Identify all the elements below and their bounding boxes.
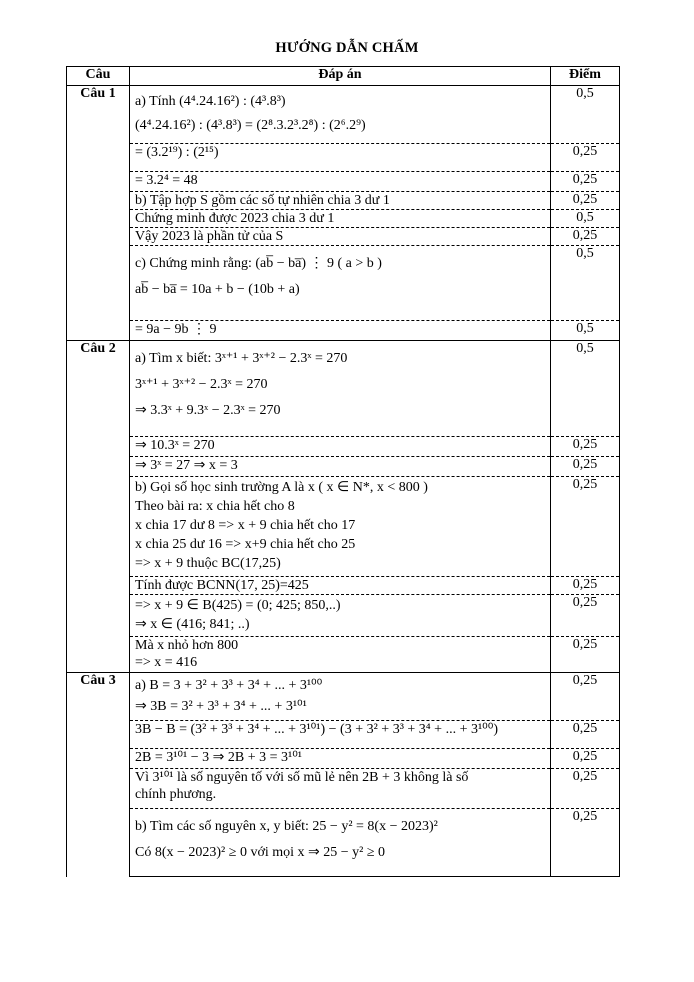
question-label: Câu 1 [67, 86, 130, 341]
answer-line: x chia 25 dư 16 => x+9 chia hết cho 25 [135, 537, 356, 552]
answer-line: ⇒ 3.3ˣ + 9.3ˣ − 2.3ˣ = 270 [135, 403, 281, 418]
score-cell: 0,25 [551, 437, 620, 457]
answer-line: a) B = 3 + 3² + 3³ + 3⁴ + ... + 3¹⁰⁰ [135, 678, 323, 693]
answer-cell [130, 321, 551, 341]
answer-cell [130, 457, 551, 477]
table-row [67, 457, 620, 477]
score-cell: 0,25 [551, 809, 620, 877]
table-row [67, 437, 620, 457]
answer-cell [130, 246, 551, 321]
answer-line: ⇒ 3ˣ = 27 ⇒ x = 3 [135, 458, 238, 473]
table-row [67, 341, 620, 437]
table-row [67, 749, 620, 769]
score-cell: 0,25 [551, 749, 620, 769]
score-cell: 0,5 [551, 321, 620, 341]
answer-line: Tính được BCNN(17, 25)=425 [135, 578, 309, 593]
answer-line: Vì 3¹⁰¹ là số nguyên tố với số mũ lẻ nên 2B + 3 không là số [135, 770, 469, 785]
score-cell: 0,25 [551, 673, 620, 721]
header-question: Câu [67, 67, 130, 86]
header-score: Điểm [551, 67, 620, 86]
table-row [67, 721, 620, 749]
header-answer: Đáp án [130, 67, 551, 86]
answer-cell [130, 673, 551, 721]
table-header-row [67, 67, 620, 86]
table-row [67, 210, 620, 228]
answer-cell [130, 437, 551, 457]
table-row [67, 246, 620, 321]
answer-cell [130, 192, 551, 210]
answer-cell [130, 721, 551, 749]
answer-line: = 9a − 9b ⋮ 9 [135, 322, 217, 337]
answer-line: => x + 9 ∈ B(425) = (0; 425; 850,..) [135, 598, 341, 613]
table-row [67, 577, 620, 595]
grading-table [66, 66, 620, 877]
answer-cell [130, 577, 551, 595]
question-label: Câu 3 [67, 673, 130, 877]
answer-line: b) Tập hợp S gồm các số tự nhiên chia 3 dư 1 [135, 193, 390, 208]
answer-line: Vậy 2023 là phần tử của S [135, 229, 284, 244]
answer-line: Chứng minh được 2023 chia 3 dư 1 [135, 211, 335, 226]
table-row [67, 192, 620, 210]
answer-line: Có 8(x − 2023)² ≥ 0 với mọi x ⇒ 25 − y² ≥ 0 [135, 845, 386, 860]
answer-line: 3ˣ⁺¹ + 3ˣ⁺² − 2.3ˣ = 270 [135, 377, 268, 392]
answer-line: = (3.2¹⁹) : (2¹⁵) [135, 145, 219, 160]
score-cell: 0,25 [551, 228, 620, 246]
answer-cell [130, 477, 551, 577]
table-body [67, 86, 620, 877]
answer-cell [130, 210, 551, 228]
score-cell: 0,5 [551, 341, 620, 437]
table-row [67, 144, 620, 172]
table-row [67, 769, 620, 809]
answer-line: b) Gọi số học sinh trường A là x ( x ∈ N*, x < 800 ) [135, 480, 428, 495]
score-cell: 0,25 [551, 144, 620, 172]
score-cell: 0,25 [551, 192, 620, 210]
question-label: Câu 2 [67, 341, 130, 673]
score-cell: 0,25 [551, 477, 620, 577]
answer-cell [130, 341, 551, 437]
answer-line: => x = 416 [135, 655, 198, 670]
answer-line: = 3.2⁴ = 48 [135, 173, 198, 188]
answer-line: ab̅ − ba̅ = 10a + b − (10b + a) [135, 282, 300, 297]
score-cell: 0,25 [551, 595, 620, 637]
table-row [67, 172, 620, 192]
page-title: HƯỚNG DẪN CHẤM [275, 40, 419, 56]
table-row [67, 673, 620, 721]
table-row [67, 321, 620, 341]
answer-line: chính phương. [135, 787, 217, 802]
answer-line: x chia 17 dư 8 => x + 9 chia hết cho 17 [135, 518, 356, 533]
score-cell: 0,5 [551, 86, 620, 144]
answer-line: a) Tính (4⁴.24.16²) : (4³.8³) [135, 94, 286, 109]
table-row [67, 228, 620, 246]
table-row [67, 86, 620, 144]
answer-line: => x + 9 thuộc BC(17,25) [135, 556, 281, 571]
answer-cell [130, 595, 551, 637]
score-cell: 0,5 [551, 210, 620, 228]
score-cell: 0,25 [551, 721, 620, 749]
answer-cell [130, 637, 551, 673]
table-row [67, 477, 620, 577]
table-row [67, 595, 620, 637]
answer-cell [130, 172, 551, 192]
answer-line: 3B − B = (3² + 3³ + 3⁴ + ... + 3¹⁰¹) − (3 + 3² + 3³ + 3⁴ + ... + 3¹⁰⁰) [135, 722, 499, 737]
table-row [67, 809, 620, 877]
answer-line: (4⁴.24.16²) : (4³.8³) = (2⁸.3.2³.2⁸) : (2⁶.2⁹) [135, 118, 366, 133]
answer-line: c) Chứng minh rằng: (ab̅ − ba̅) ⋮ 9 ( a > b ) [135, 256, 382, 271]
table-row [67, 637, 620, 673]
answer-line: 2B = 3¹⁰¹ − 3 ⇒ 2B + 3 = 3¹⁰¹ [135, 750, 303, 765]
score-cell: 0,25 [551, 637, 620, 673]
answer-cell [130, 769, 551, 809]
answer-line: b) Tìm các số nguyên x, y biết: 25 − y² = 8(x − 2023)² [135, 819, 438, 834]
score-cell: 0,25 [551, 769, 620, 809]
answer-cell [130, 749, 551, 769]
answer-cell [130, 86, 551, 144]
answer-line: ⇒ x ∈ (416; 841; ..) [135, 617, 250, 632]
answer-line: Mà x nhỏ hơn 800 [135, 638, 239, 653]
score-cell: 0,5 [551, 246, 620, 321]
answer-cell [130, 809, 551, 877]
answer-line: a) Tìm x biết: 3ˣ⁺¹ + 3ˣ⁺² − 2.3ˣ = 270 [135, 351, 348, 366]
answer-line: ⇒ 3B = 3² + 3³ + 3⁴ + ... + 3¹⁰¹ [135, 699, 307, 714]
answer-line: ⇒ 10.3ˣ = 270 [135, 438, 215, 453]
answer-line: Theo bài ra: x chia hết cho 8 [135, 499, 295, 514]
answer-cell [130, 144, 551, 172]
answer-cell [130, 228, 551, 246]
score-cell: 0,25 [551, 457, 620, 477]
score-cell: 0,25 [551, 577, 620, 595]
score-cell: 0,25 [551, 172, 620, 192]
